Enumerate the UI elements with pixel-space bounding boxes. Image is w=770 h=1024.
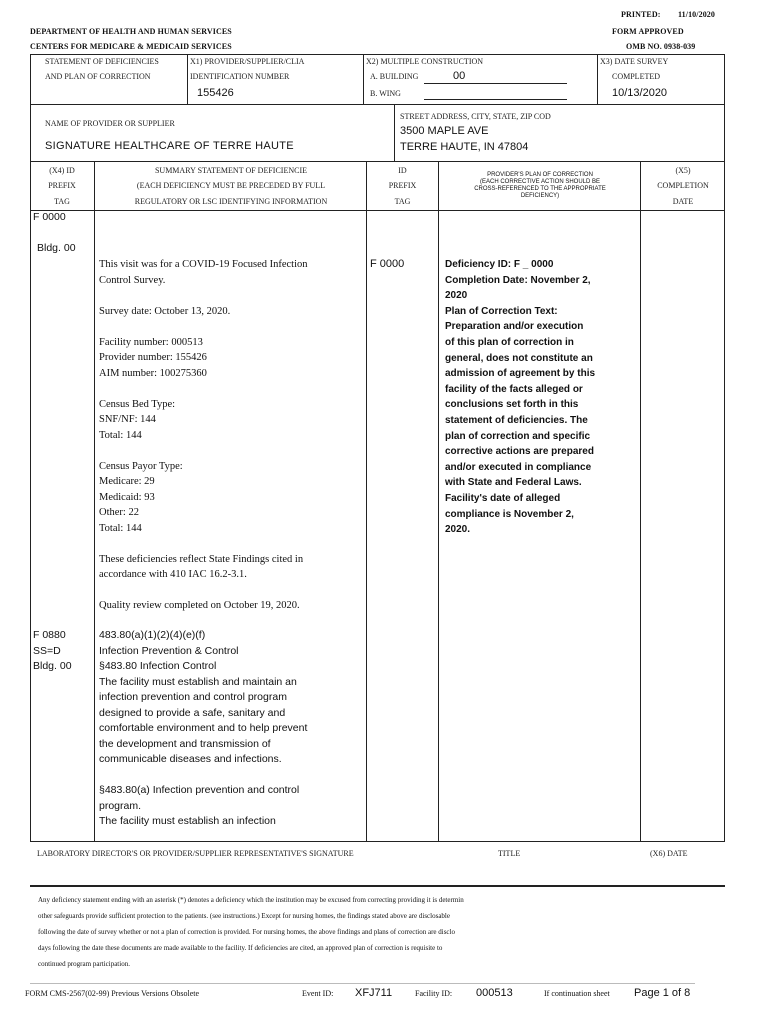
address-label: STREET ADDRESS, CITY, STATE, ZIP COD [400, 112, 551, 121]
footer-rule [30, 983, 695, 984]
plan-header-1: PROVIDER'S PLAN OF CORRECTION [487, 172, 593, 178]
event-id-value: XFJ711 [355, 987, 393, 999]
box-left-border [30, 54, 31, 104]
disclaimer-line-4: days following the date these documents are made available to the facility. If deficiencies are cited, an approved plan of correction is requisite to [38, 944, 443, 952]
address-line-2: TERRE HAUTE, IN 47804 [400, 141, 529, 153]
summary-header-3: REGULATORY OR LSC IDENTIFYING INFORMATION [134, 197, 328, 206]
disclaimer-line-2: other safeguards provide sufficient protection to the patients. (see instructions.) Except for nursing homes, the findings stated above are disclosable [38, 912, 450, 920]
provider-name-label: NAME OF PROVIDER OR SUPPLIER [45, 119, 175, 128]
form-approved: FORM APPROVED [612, 27, 684, 36]
body-divider-plan [640, 161, 641, 842]
x5-label-2: COMPLETION [657, 181, 709, 190]
title-label: TITLE [498, 849, 521, 858]
plan-header [440, 172, 640, 200]
department-title: DEPARTMENT OF HEALTH AND HUMAN SERVICES [30, 27, 232, 36]
x4-label-2: PREFIX [48, 181, 76, 190]
tag-f0000: F 0000 [33, 211, 66, 223]
centers-title: CENTERS FOR MEDICARE & MEDICAID SERVICES [30, 42, 232, 51]
facility-id-value: 000513 [476, 987, 513, 999]
box-divider-1 [187, 54, 188, 104]
x4-label-1: (X4) ID [49, 166, 75, 175]
body-bottom-border [30, 841, 725, 842]
x5-label-3: DATE [672, 197, 694, 206]
event-id-label: Event ID: [302, 989, 334, 998]
date-survey-label-1: X3) DATE SURVEY [600, 57, 669, 66]
summary-text-1: This visit was for a COVID-19 Focused Infection Control Survey. Survey date: October 13, 2020. Facility number: 000513 Provider number: 155426 AIM number: 100275360 Census Bed Type: SNF/NF: 144 Total: 144 Census Payor Type: Medicare: 29 Medicaid: 93 Other: 22 Total: 144 These deficiencies reflect State Findings cited in accordance with 410 IAC 16.2-3.1. Quality review completed on October 19, 2020. [99, 259, 308, 611]
plan-header-4: DEFICIENCY) [520, 193, 560, 199]
x4-label-3: TAG [54, 197, 70, 206]
statement-label-1: STATEMENT OF DEFICIENCIES [45, 57, 159, 66]
wing-underline [424, 99, 567, 100]
box-right-border [724, 54, 725, 104]
address-line-1: 3500 MAPLE AVE [400, 125, 489, 137]
summary-header-2: (EACH DEFICIENCY MUST BE PRECEDED BY FULL [136, 181, 326, 190]
body-right-border [724, 161, 725, 842]
box-divider-2 [363, 54, 364, 104]
top-border [30, 54, 725, 55]
id-tag-f0000: F 0000 [370, 258, 405, 270]
provider-id-value: 155426 [197, 87, 234, 99]
facility-id-label: Facility ID: [415, 989, 453, 998]
plan-header-2: (EACH CORRECTIVE ACTION SHOULD BE [479, 179, 601, 185]
form-number: FORM CMS-2567(02-99) Previous Versions Obsolete [25, 989, 200, 998]
provider-block-bottom [30, 161, 725, 162]
printed-date: 11/10/2020 [678, 10, 716, 19]
id-label-1: ID [398, 166, 407, 175]
body-divider-tag [94, 161, 95, 842]
provider-name-value: SIGNATURE HEALTHCARE OF TERRE HAUTE [45, 140, 294, 152]
signature-row-bottom [30, 885, 725, 887]
building-label: A. BUILDING [370, 72, 419, 81]
building-underline [424, 83, 567, 84]
x6-date-label: (X6) DATE [650, 849, 688, 858]
page-number: Page 1 of 8 [634, 987, 691, 999]
summary-text-2: 483.80(a)(1)(2)(4)(e)(f) Infection Prevention & Control §483.80 Infection Control The facility must establish and maintain an infection prevention and control program designed to provide a safe, sanitary and comfortable environment and to help prevent the development and transmission of communicable diseases and infections. §483.80(a) Infection prevention and control program. The facility must establish an infection [99, 629, 308, 827]
bldg-tag-1: Bldg. 00 [37, 242, 76, 254]
plan-header-3: CROSS-REFERENCED TO THE APPROPRIATE [474, 186, 606, 192]
column-header-bottom [30, 210, 725, 211]
tag-f0880: F 0880 SS=D Bldg. 00 [33, 629, 72, 672]
summary-header-1: SUMMARY STATEMENT OF DEFICIENCIE [154, 166, 308, 175]
continuation-label: If continuation sheet [544, 989, 610, 998]
box-divider-3 [597, 54, 598, 104]
omb-number: OMB NO. 0938-039 [626, 42, 696, 51]
x5-label-1: (X5) [675, 166, 691, 175]
date-survey-value: 10/13/2020 [612, 87, 668, 99]
date-survey-label-2: COMPLETED [612, 72, 660, 81]
building-value: 00 [453, 70, 466, 82]
director-signature-label: LABORATORY DIRECTOR'S OR PROVIDER/SUPPLIER REPRESENTATIVE'S SIGNATURE [37, 849, 354, 858]
body-divider-summary [366, 161, 367, 842]
printed-label: PRINTED: [621, 10, 661, 19]
disclaimer-line-5: continued program participation. [38, 960, 130, 968]
provider-block-divider [394, 104, 395, 161]
box-bottom-border [30, 104, 725, 105]
id-label-3: TAG [394, 197, 411, 206]
provider-block-right [724, 104, 725, 161]
provider-id-label-1: X1) PROVIDER/SUPPLIER/CLIA [190, 57, 305, 66]
body-left-border [30, 161, 31, 842]
statement-label-2: AND PLAN OF CORRECTION [45, 72, 151, 81]
disclaimer-line-3: following the date of survey whether or not a plan of correction is provided. For nursing homes, the above findings and plans of correction are disclo [38, 928, 455, 936]
id-label-2: PREFIX [388, 181, 417, 190]
wing-label: B. WING [370, 89, 401, 98]
disclaimer-line-1: Any deficiency statement ending with an asterisk (*) denotes a deficiency which the institution may be excused from correcting providing it is determin [38, 896, 464, 904]
multiple-construction-label: X2) MULTIPLE CONSTRUCTION [366, 57, 484, 66]
body-divider-id [438, 161, 439, 842]
disclaimer [38, 892, 728, 972]
plan-text-1: Deficiency ID: F _ 0000 Completion Date: November 2, 2020 Plan of Correction Text: Preparation and/or execution of this plan of correction in general, does not constitute an admission of agreement by this facility of the facts alleged or conclusions set forth in this statement of deficiencies. The plan of correction and specific corrective actions are prepared and/or executed in compliance with State and Federal Laws. Facility's date of alleged compliance is November 2, 2020. [445, 259, 596, 536]
provider-block-left [30, 104, 31, 161]
provider-id-label-2: IDENTIFICATION NUMBER [190, 72, 290, 81]
